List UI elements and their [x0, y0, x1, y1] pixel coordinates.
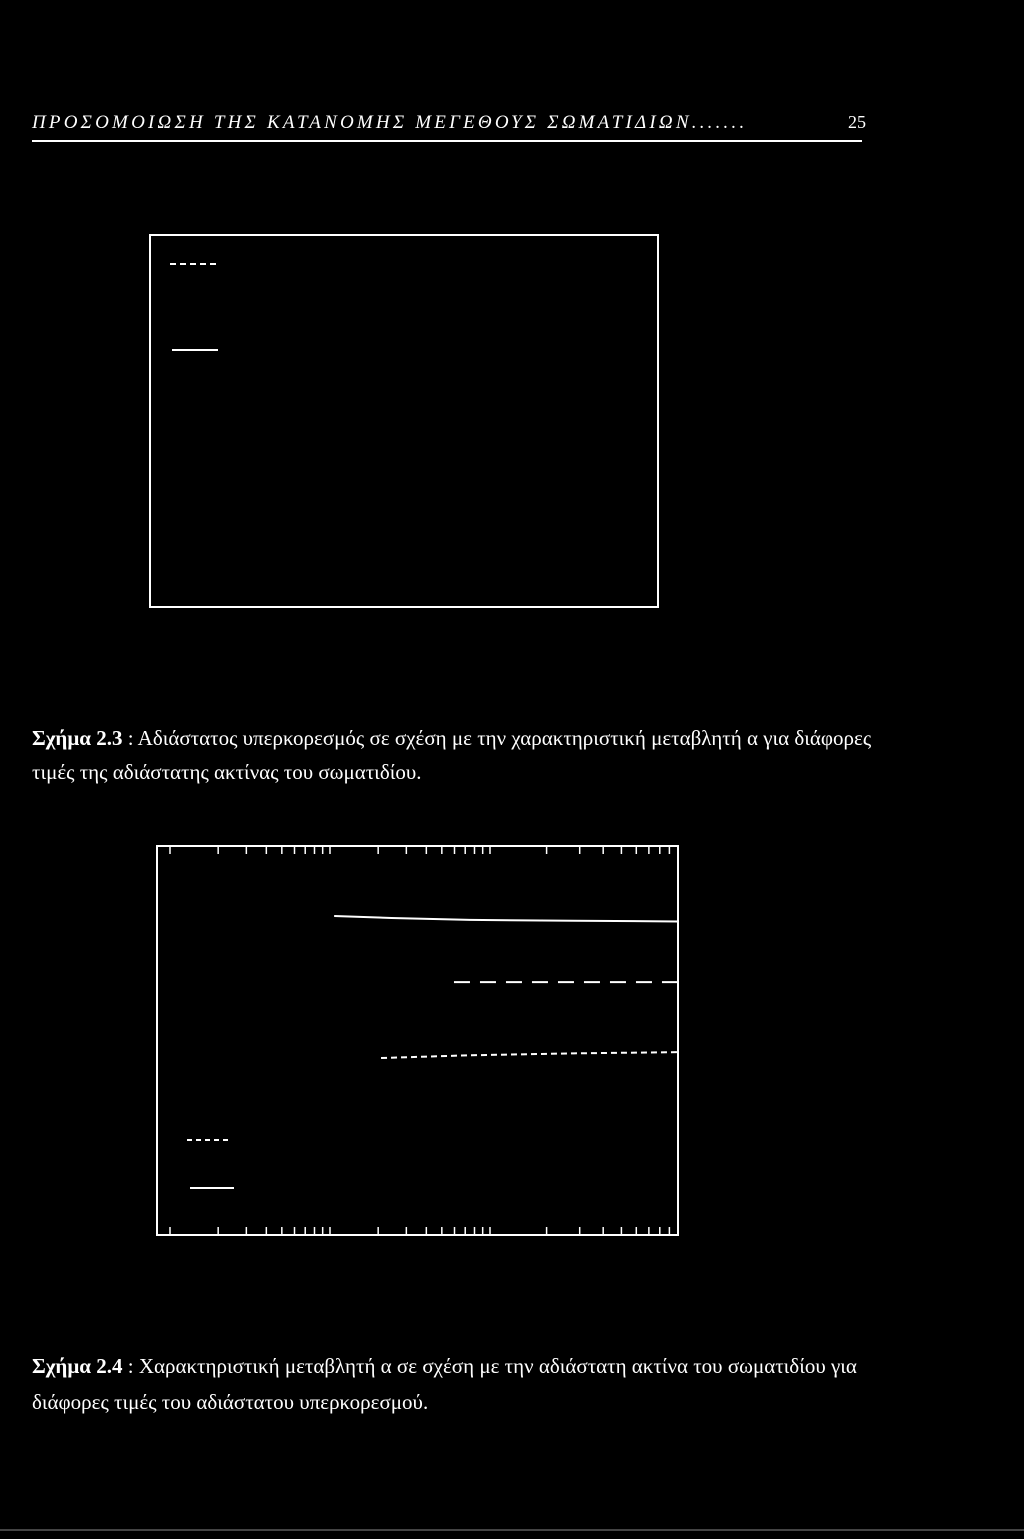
figure-2-4-caption-line2: διάφορες τιμές του αδιάστατου υπερκορεσμού.	[32, 1390, 429, 1414]
header-title: ΠΡΟΣΟΜΟΙΩΣΗ ΤΗΣ ΚΑΤΑΝΟΜΗΣ ΜΕΓΕΘΟΥΣ ΣΩΜΑΤΙΔΙΩΝ.......	[32, 112, 748, 133]
figure-2-4-caption-text: : Χαρακτηριστική μεταβλητή α σε σχέση με την αδιάστατη ακτίνα του σωματιδίου για	[122, 1354, 857, 1378]
page-number: 25	[848, 112, 866, 132]
figure-2-3-caption-line1	[32, 722, 871, 755]
figure-2-3-label: Σχήμα 2.3	[32, 726, 123, 750]
figure-2-4-caption-line1	[32, 1350, 857, 1383]
figure-2-3-caption-text: : Αδιάστατος υπερκορεσμός σε σχέση με την χαρακτηριστική μεταβλητή α για διάφορες	[122, 726, 872, 750]
chart1-frame	[150, 235, 658, 607]
figure-2-3-caption-line2: τιμές της αδιάστατης ακτίνας του σωματιδίου.	[32, 760, 422, 784]
figure-2-4-label: Σχήμα 2.4	[32, 1354, 123, 1378]
